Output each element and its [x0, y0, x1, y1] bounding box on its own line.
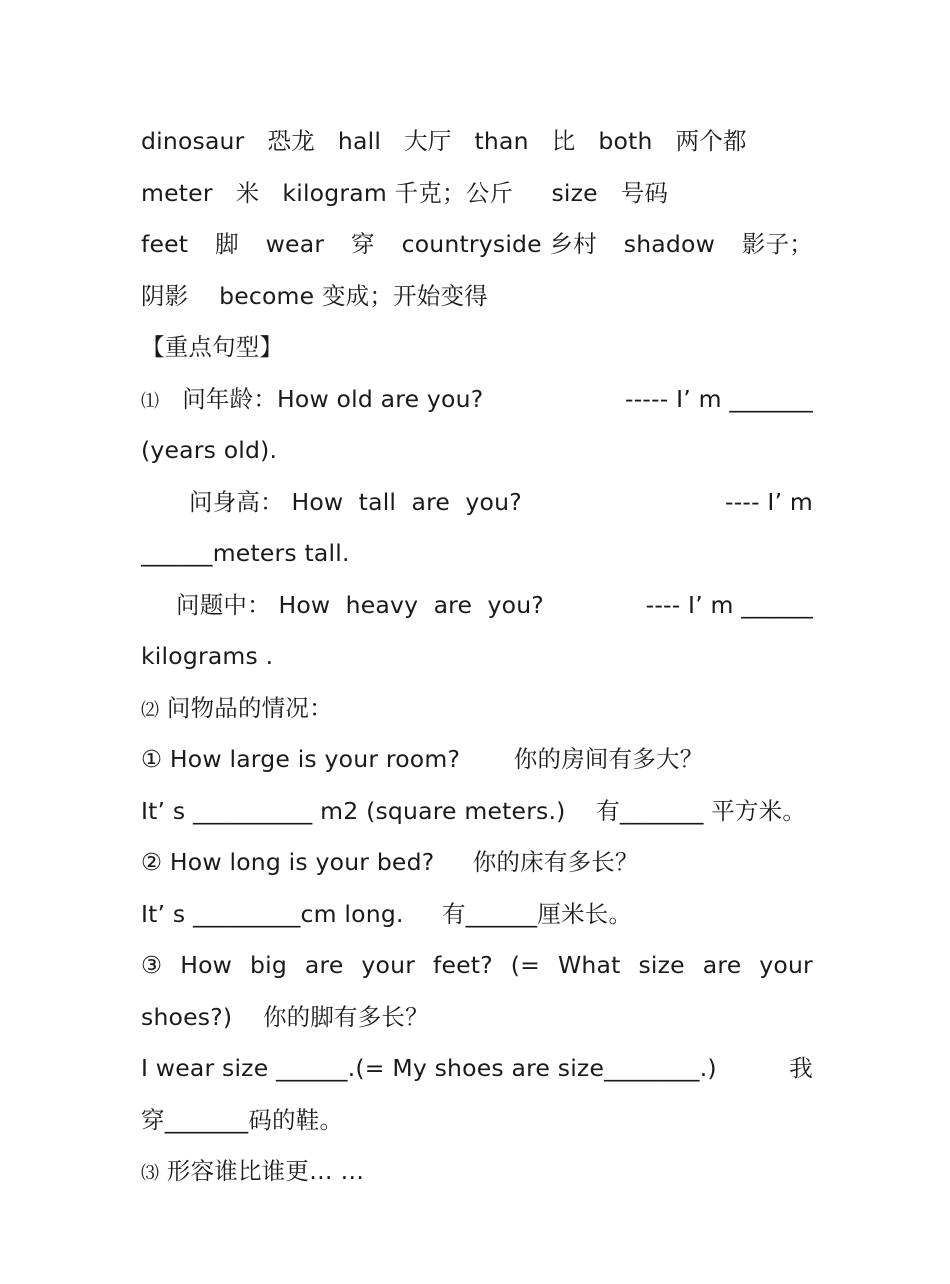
- weight-question: 问题中： How heavy are you?: [176, 591, 544, 619]
- q2-title: ⑵ 问物品的情况：: [141, 694, 333, 722]
- height-answer: ---- I’ m: [725, 488, 813, 516]
- word-shadow-cn: 影子；: [741, 230, 813, 258]
- q1-line-3: [141, 484, 813, 520]
- q1-line-1: [141, 381, 813, 417]
- q2-item2-answer: It’ s _________cm long. 有______厘米长。: [141, 900, 633, 928]
- q1-marker: ⑴: [141, 391, 160, 412]
- q1-line-4: ______meters tall.: [141, 539, 350, 567]
- q2-marker: ⑵: [141, 700, 160, 721]
- q1-line-6: kilograms .: [141, 642, 274, 670]
- word-feet-cn: 脚: [215, 230, 239, 258]
- section-heading: 【重点句型】: [141, 333, 284, 361]
- q3-title: ⑶ 形容谁比谁更… …: [141, 1157, 365, 1185]
- q1-line-5: [141, 587, 813, 623]
- vocab-line-4: 阴影 become 变成；开始变得: [141, 282, 488, 310]
- q2-item2-question: ② How long is your bed? 你的床有多长？: [141, 848, 639, 876]
- q1-line-2: (years old).: [141, 436, 278, 464]
- q2-item3-question-cont: shoes?) 你的脚有多长？: [141, 1003, 429, 1031]
- q1-question: ⑴ 问年龄：How old are you?: [141, 385, 484, 413]
- word-shadow: shadow: [623, 230, 716, 258]
- word-wear-cn: 穿: [351, 230, 375, 258]
- height-question: 问身高： How tall are you?: [189, 488, 522, 516]
- q1-answer: ----- I’ m _______: [625, 385, 813, 413]
- q3-marker: ⑶: [141, 1163, 160, 1184]
- q2-item3-answer-cont: 穿_______码的鞋。: [141, 1106, 344, 1134]
- q2-item1-answer: It’ s __________ m2 (square meters.) 有_______ 平方米。: [141, 797, 807, 825]
- word-countryside: countryside 乡村: [401, 230, 597, 258]
- word-wear: wear: [265, 230, 325, 258]
- q2-item3-answer: I wear size ______.(= My shoes are size________.) 我: [141, 1054, 813, 1082]
- word-feet: feet: [141, 230, 189, 258]
- q2-item3-question: ③ How big are your feet? (= What size are your: [141, 951, 813, 979]
- vocab-line-1: dinosaur 恐龙 hall 大厅 than 比 both 两个都: [141, 127, 747, 155]
- vocab-line-3: [141, 226, 813, 262]
- q2-item1-question: ① How large is your room? 你的房间有多大？: [141, 745, 704, 773]
- vocab-line-2: meter 米 kilogram 千克；公斤 size 号码: [141, 179, 669, 207]
- weight-answer: ---- I’ m ______: [645, 591, 813, 619]
